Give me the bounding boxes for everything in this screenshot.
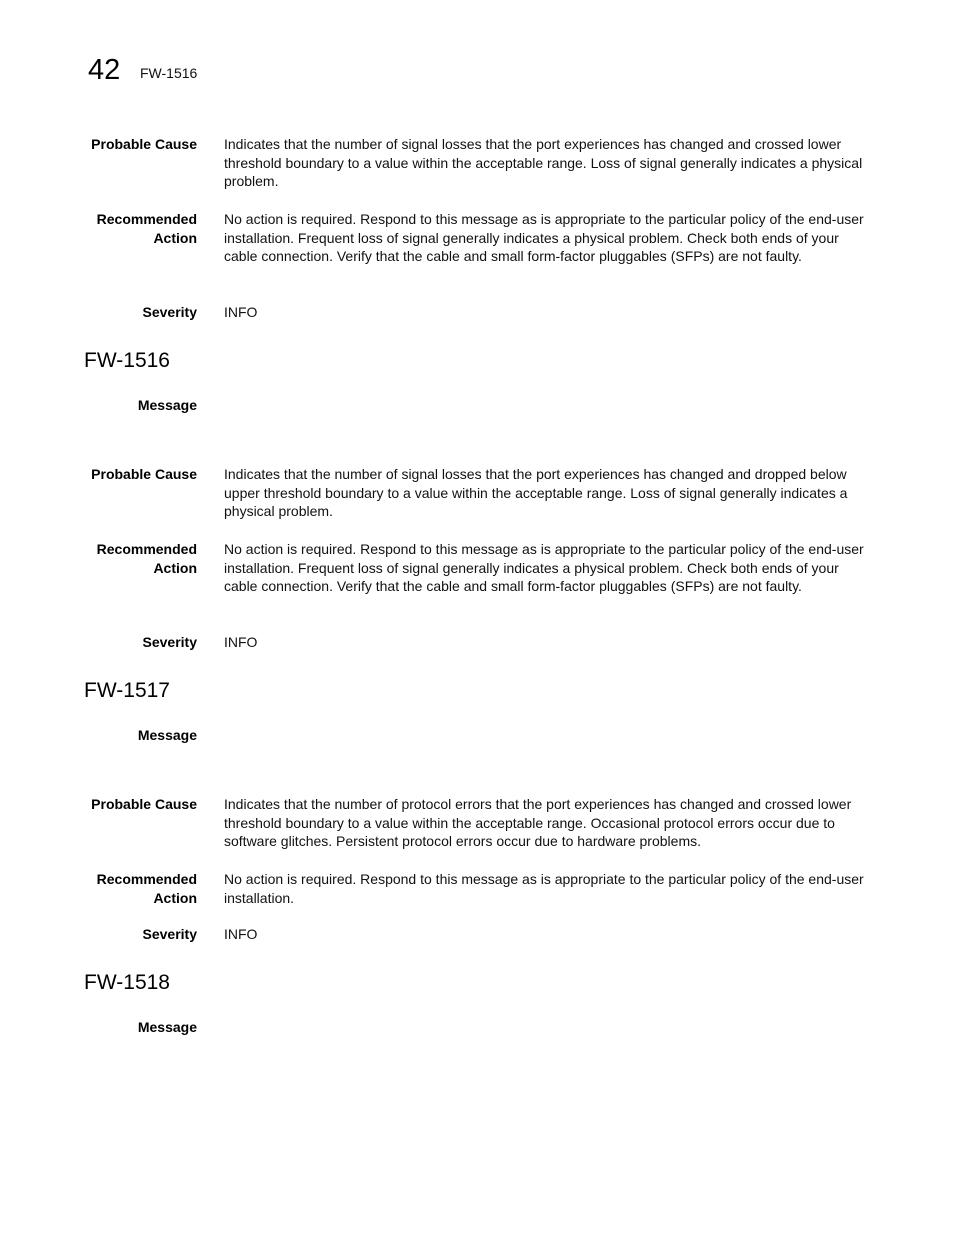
recommended-action-label: Recommended Action (96, 211, 197, 246)
recommended-action-label: Recommended Action (96, 871, 197, 906)
recommended-action-text: No action is required. Respond to this message as is appropriate to the particular policy of the end-user installation. Frequent loss of signal generally indicates a physical problem. Check both ends of your cable connection. Verify that the cable and small form-factor pluggables (SFPs) are not faulty. (224, 211, 864, 265)
severity-text: INFO (224, 926, 258, 942)
probable-cause-text: Indicates that the number of signal losses that the port experiences has changed and crossed lower threshold boundary to a value within the acceptable range. Loss of signal generally indicates a physical problem. (224, 136, 863, 190)
probable-cause-text: Indicates that the number of protocol errors that the port experiences has changed and crossed lower threshold boundary to a value within the acceptable range. Occasional protocol errors occur due to software glitches. Persistent protocol errors occur due to hardware problems. (224, 796, 852, 850)
probable-cause-label: Probable Cause (91, 466, 197, 482)
severity-label: Severity (142, 304, 197, 320)
message-label: Message (137, 727, 197, 743)
message-label: Message (137, 1019, 197, 1035)
recommended-action-label: Recommended Action (96, 541, 197, 576)
severity-text: INFO (224, 304, 258, 320)
section-title: FW-1516 (84, 349, 170, 372)
probable-cause-text: Indicates that the number of signal losses that the port experiences has changed and dropped below upper threshold boundary to a value within the acceptable range. Loss of signal generally indicates a physical problem. (224, 466, 848, 520)
chapter-number: 42 (88, 54, 121, 86)
recommended-action-text: No action is required. Respond to this message as is appropriate to the particular policy of the end-user installation. Frequent loss of signal generally indicates a physical problem. Check both ends of your cable connection. Verify that the cable and small form-factor pluggables (SFPs) are not faulty. (224, 541, 864, 595)
severity-text: INFO (224, 634, 258, 650)
running-title: FW-1516 (140, 65, 198, 81)
recommended-action-text: No action is required. Respond to this message as is appropriate to the particular policy of the end-user installation. (224, 871, 864, 906)
message-label: Message (137, 397, 197, 413)
probable-cause-label: Probable Cause (91, 796, 197, 812)
section-title: FW-1518 (84, 971, 170, 994)
section-title: FW-1517 (84, 679, 170, 702)
severity-label: Severity (142, 926, 197, 942)
probable-cause-label: Probable Cause (91, 136, 197, 152)
severity-label: Severity (142, 634, 197, 650)
